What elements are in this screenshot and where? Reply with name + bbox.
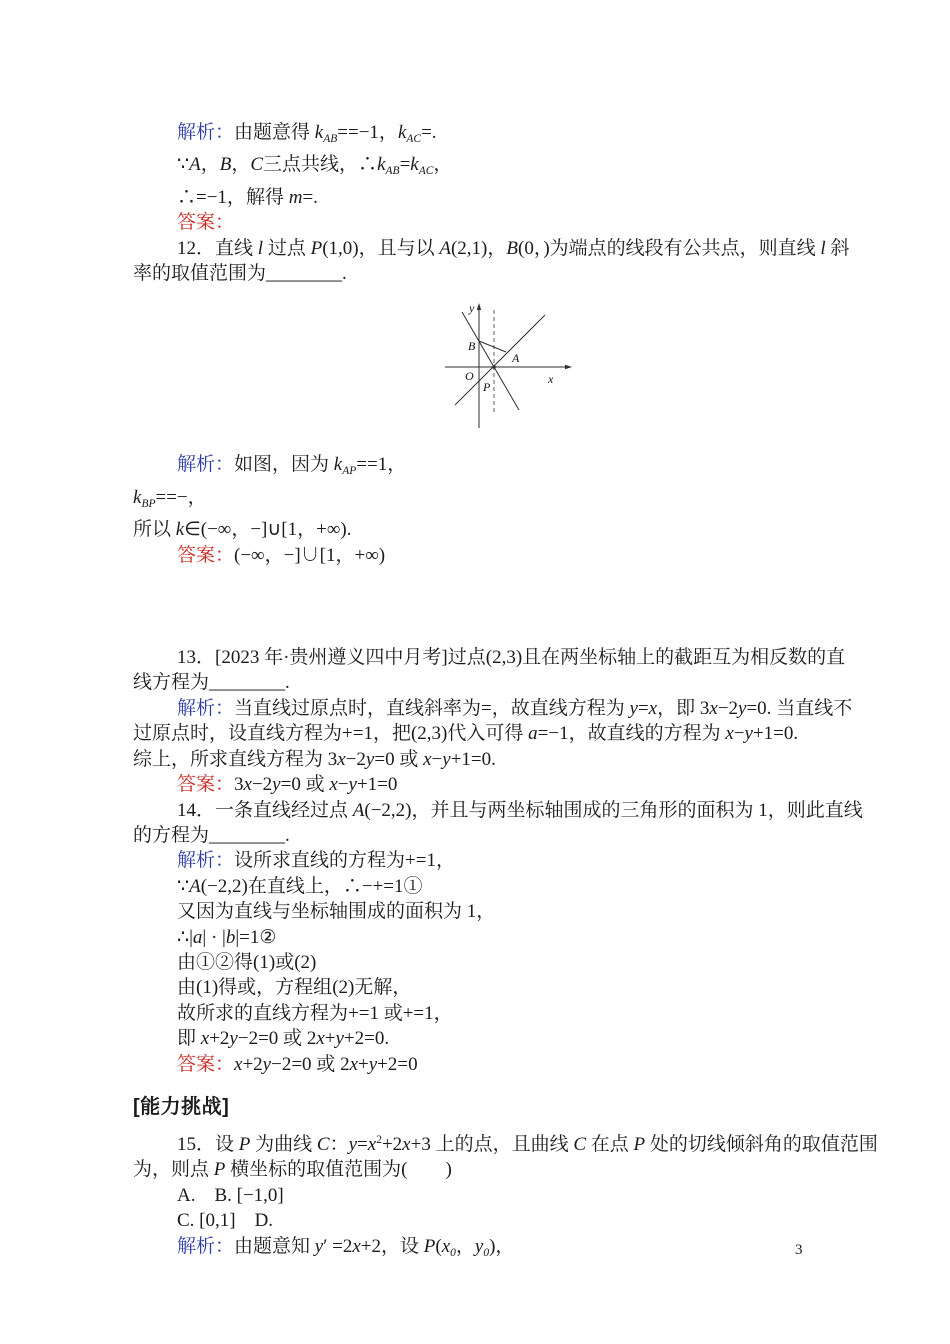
solutions-12-to-14 (133, 452, 863, 1077)
text-run: 或 (378, 1002, 403, 1024)
text-run: (−2,2) (364, 799, 412, 821)
text-run: 无解， (354, 977, 412, 999)
coordinate-diagram (422, 300, 582, 430)
doc-line (133, 210, 823, 235)
doc-line (133, 1183, 823, 1208)
math-variable: x (316, 1028, 325, 1050)
text-run: 由 (177, 951, 197, 973)
problem-15-block (133, 1128, 878, 1266)
doc-line (133, 1026, 823, 1051)
document-content (133, 120, 878, 1266)
text-run: ， (476, 901, 496, 923)
math-variable: x (352, 1235, 361, 1257)
text-run: ________. (266, 263, 347, 285)
text-run: 14． (177, 799, 216, 821)
text-run: ′ =2 (323, 1235, 353, 1257)
math-variable: A (189, 154, 201, 176)
text-run: 直线 (215, 237, 258, 259)
math-variable: B (219, 154, 232, 176)
text-run: 处的切线倾斜角的取值范围 (645, 1133, 878, 1155)
math-variable: x (709, 697, 718, 719)
text-run: = (357, 1133, 368, 1155)
math-variable: y (368, 1053, 378, 1075)
doc-line (133, 823, 823, 848)
text-run: 斜 (825, 237, 850, 259)
math-variable: x (367, 1133, 377, 1155)
text-run: ( ) (401, 1159, 452, 1181)
math-variable: k (397, 122, 407, 143)
text-run: 过原点时，设直线方程为 (133, 723, 343, 745)
text-run: − (337, 774, 349, 796)
segment-b-a (479, 341, 506, 352)
doc-line (133, 1052, 823, 1077)
text-run: 为端点的线段有公共点，则直线 (549, 237, 821, 259)
text-run: +2 (209, 1028, 230, 1050)
text-run: 1 (758, 799, 768, 821)
text-run: 或 (283, 1028, 307, 1050)
text-run: (−∞，−]∪[1，+∞) (234, 544, 386, 566)
math-variable: a (192, 926, 203, 948)
text-run: (2) (332, 977, 355, 999)
math-variable: x (200, 1028, 210, 1050)
solution-block-11-and-problem-12 (133, 120, 850, 286)
math-variable: P (423, 1235, 436, 1257)
math-variable: y (629, 697, 638, 719)
text-run: − (733, 723, 745, 745)
text-run: 如图，因为 (234, 454, 334, 476)
text-run: ， (487, 237, 507, 259)
text-run: ] (441, 647, 448, 669)
text-run: 12． (177, 237, 216, 259)
math-variable: x (402, 1133, 411, 1155)
text-run: ， (433, 154, 453, 176)
text-run: =0 (280, 774, 306, 796)
text-run: ，并且与两坐标轴围成的三角形的面积为 (411, 799, 759, 821)
answer-label: 答案： (177, 544, 235, 566)
text-run: 或 (305, 774, 330, 796)
text-run: ，设 (381, 1235, 424, 1257)
doc-line (133, 747, 823, 772)
text-run: ，即 (657, 697, 700, 719)
math-variable: k (410, 154, 419, 176)
text-run: −2 (251, 774, 273, 796)
text-run: =. (421, 122, 437, 143)
text-run: = (399, 154, 411, 176)
text-run: (2) (294, 951, 317, 973)
text-run: 13．[2023 (177, 647, 265, 669)
math-variable: C (573, 1133, 587, 1155)
text-run: − (431, 748, 443, 770)
math-variable: y (262, 1053, 272, 1075)
doc-line (133, 261, 823, 286)
math-variable: y (314, 1235, 324, 1257)
math-variable: l (820, 237, 826, 259)
text-run: A. B. [−1,0] (177, 1184, 284, 1206)
text-run: ∵ (177, 875, 190, 897)
section-heading-ability-challenge: [能力挑战] (133, 1095, 230, 1118)
text-run: 又因为直线与坐标轴围成的面积为 (177, 901, 467, 923)
point-p-dot (492, 366, 495, 369)
math-variable: y (442, 748, 451, 770)
text-run: (1) (253, 951, 276, 973)
text-run: ∴=−1， (177, 186, 246, 208)
text-run: 代入可得 (447, 723, 529, 745)
text-run: ∴ (358, 154, 378, 176)
text-run: 3 (699, 697, 710, 719)
text-run: |=1② (235, 926, 277, 948)
text-run: = (481, 697, 492, 719)
doc-line (133, 1157, 823, 1182)
point-b-label: B (468, 339, 476, 354)
line-through-p-and-a (455, 315, 545, 405)
math-subscript: AP (342, 465, 357, 478)
math-variable: k (333, 454, 343, 476)
text-run: 上的点，且曲线 (430, 1133, 574, 1155)
math-variable: l (257, 237, 264, 259)
text-run: ， (231, 154, 251, 176)
doc-line (133, 1001, 823, 1026)
math-variable: x (329, 774, 338, 796)
text-run: +=1 (405, 850, 436, 872)
text-run: = (637, 697, 649, 719)
text-run: ，故直线的方程为 (568, 723, 726, 745)
text-run: ∴−+=1① (342, 875, 423, 897)
text-run: −2 (717, 697, 739, 719)
text-run: 当直线不 (771, 697, 853, 719)
line-through-b-and-p (462, 312, 519, 410)
text-run: 三点共线， (263, 154, 359, 176)
text-run: +2 (360, 1235, 381, 1257)
text-run: ， (200, 154, 220, 176)
doc-line (133, 721, 823, 746)
doc-line (133, 1234, 823, 1266)
point-p-label: P (483, 380, 491, 395)
text-run: +=1 (348, 1002, 379, 1024)
math-subscript: 0 (450, 1246, 456, 1259)
math-variable: m (288, 186, 303, 208)
text-run: +1=0. (450, 748, 496, 770)
text-run: ________. (209, 672, 290, 694)
math-subscript: BP (141, 497, 156, 510)
analysis-label: 解析： (177, 122, 235, 143)
x-axis-label: x (548, 372, 554, 387)
text-run: =−1 (537, 723, 569, 745)
text-run: 即 (177, 1028, 201, 1050)
math-variable: P (633, 1133, 646, 1155)
math-variable: A (352, 799, 365, 821)
doc-line (133, 975, 823, 1000)
text-run: ∵ (177, 154, 190, 176)
text-run: ( (435, 1235, 442, 1257)
doc-line (133, 899, 823, 924)
text-run: (2,1) (450, 237, 488, 259)
math-variable: x (441, 1235, 451, 1257)
doc-line (133, 185, 823, 210)
text-run: 由题意知 (234, 1235, 315, 1257)
math-subscript: AB (385, 165, 400, 178)
text-run: (1,0) (322, 237, 359, 259)
text-run: | · | (202, 926, 226, 948)
text-run: (2,3) (485, 647, 523, 669)
math-variable: y (348, 774, 357, 796)
math-variable: C (250, 154, 264, 176)
doc-line (133, 874, 823, 899)
doc-line (133, 696, 853, 721)
text-run: −2 (345, 748, 366, 770)
text-run: 为曲线 (250, 1133, 317, 1155)
text-run: 或 (275, 951, 295, 973)
math-variable: y (335, 1028, 344, 1050)
text-run: =0 (374, 748, 400, 770)
math-variable: k (314, 122, 324, 143)
doc-line (133, 950, 823, 975)
text-run: +2=0 (377, 1053, 418, 1075)
math-variable: P (238, 1133, 251, 1155)
math-superscript: 2 (376, 1133, 382, 1146)
math-variable: y (365, 748, 375, 770)
text-run: 得 (234, 951, 254, 973)
answer-label: 答案： (177, 212, 235, 234)
text-run: 所以 (133, 519, 176, 541)
text-run: ： (329, 1133, 349, 1155)
text-run: +2 (381, 1133, 403, 1155)
y-axis-label: y (469, 301, 475, 316)
text-run: C. [0,1] D. (177, 1210, 274, 1232)
doc-line (133, 543, 823, 568)
text-run: ①② (196, 951, 235, 973)
math-variable: B (506, 237, 518, 259)
text-run: 的方程为 (133, 824, 210, 846)
text-run: ==1， (356, 454, 407, 476)
text-run: 或 (399, 748, 424, 770)
text-run: 3 (327, 748, 338, 770)
math-variable: x (349, 1053, 358, 1075)
text-run: 率的取值范围为 (133, 263, 267, 285)
math-variable: y (744, 723, 753, 745)
text-run: 15． (177, 1133, 216, 1155)
math-variable: k (377, 154, 386, 176)
y-axis-arrow-icon (477, 303, 481, 310)
doc-line (133, 772, 823, 797)
text-run: 2 (306, 1028, 317, 1050)
math-subscript: AC (406, 133, 422, 145)
math-variable: x (423, 748, 432, 770)
math-variable: y (474, 1235, 484, 1257)
math-variable: A (189, 875, 201, 897)
text-run: 过点 (447, 647, 486, 669)
text-run: ，故直线方程为 (491, 697, 630, 719)
text-run: 由 (177, 977, 197, 999)
text-run: 在直线上， (247, 875, 343, 897)
math-variable: y (738, 697, 747, 719)
text-run: ∴| (177, 926, 193, 948)
math-variable: a (528, 723, 538, 745)
doc-line (133, 517, 823, 542)
doc-line (133, 485, 823, 517)
text-run: ，且与以 (358, 237, 440, 259)
math-variable: y (348, 1133, 358, 1155)
text-run: ， (435, 850, 455, 872)
text-run: ________. (209, 824, 290, 846)
text-run: 为，则点 (133, 1159, 214, 1181)
math-variable: A (439, 237, 451, 259)
text-run: ， (433, 1002, 453, 1024)
math-variable: k (133, 486, 142, 508)
doc-line (133, 452, 823, 484)
text-run: =0. (746, 697, 772, 719)
text-run: 2 (340, 1053, 350, 1075)
text-run: 在点 (586, 1133, 634, 1155)
math-variable: x (648, 697, 658, 719)
math-variable: P (310, 237, 323, 259)
text-run: ==−， (155, 486, 207, 508)
doc-line (133, 120, 823, 152)
text-run: 综上，所求直线方程为 (133, 748, 328, 770)
text-run: 一条直线经过点 (215, 799, 353, 821)
text-run: 1 (466, 901, 477, 923)
text-run: +1=0. (752, 723, 799, 745)
math-variable: x (234, 1053, 243, 1075)
answer-label: 答案： (177, 774, 235, 796)
text-run: +3 (410, 1133, 431, 1155)
analysis-label: 解析： (177, 697, 235, 719)
math-variable: x (243, 774, 252, 796)
text-run: (1) (196, 977, 219, 999)
math-variable: C (316, 1133, 330, 1155)
doc-line (133, 645, 846, 670)
text-run: 解得 (245, 186, 289, 208)
text-run: 设 (215, 1133, 239, 1155)
text-run: 设所求直线的方程为 (234, 850, 406, 872)
text-run: 由题意得 (234, 122, 315, 143)
text-run: 年·贵州遵义四中月考 (264, 647, 442, 669)
origin-label: O (465, 369, 474, 384)
analysis-label: 解析： (177, 850, 235, 872)
doc-line (133, 925, 823, 950)
text-run: (2,3) (410, 723, 448, 745)
text-run: +=1 (342, 723, 373, 745)
text-run: =. (302, 186, 318, 208)
math-subscript: AC (418, 165, 434, 178)
answer-label: 答案： (177, 1053, 235, 1075)
analysis-label: 解析： (177, 1235, 235, 1257)
text-run: 故所求的直线方程为 (177, 1002, 349, 1024)
text-run: 3 (234, 774, 244, 796)
text-run: 或 (316, 1053, 341, 1075)
text-run: 且在两坐标轴上的截距互为相反数的直 (522, 647, 846, 669)
math-variable: k (175, 519, 185, 541)
doc-line (133, 1208, 823, 1233)
math-variable: b (225, 926, 236, 948)
text-run: )， (489, 1235, 515, 1257)
analysis-label: 解析： (177, 454, 235, 476)
text-run: + (358, 1053, 369, 1075)
text-run: 线方程为 (133, 672, 210, 694)
text-run: ，把 (372, 723, 411, 745)
text-run: ∈(−∞，−]∪[1，+∞). (184, 519, 352, 541)
math-subscript: AB (323, 133, 338, 145)
doc-line (133, 1128, 878, 1157)
text-run: 得或，方程组 (218, 977, 333, 999)
figure-problem-12 (422, 300, 582, 430)
math-variable: y (229, 1028, 238, 1050)
text-run: +=1 (402, 1002, 434, 1024)
doc-line (133, 670, 823, 695)
doc-line (133, 798, 863, 823)
text-run: +2 (242, 1053, 263, 1075)
text-run: 过点 (263, 237, 311, 259)
doc-line (133, 236, 850, 261)
text-run: ，则此直线 (767, 799, 863, 821)
text-run: +1=0 (356, 774, 398, 796)
doc-line (133, 152, 823, 184)
text-run: +2=0. (343, 1028, 390, 1050)
math-subscript: 0 (483, 1246, 490, 1259)
math-variable: P (213, 1159, 226, 1181)
math-variable: x (337, 748, 346, 770)
text-run: (0，) (518, 237, 550, 259)
text-run: 当直线过原点时，直线斜率为 (234, 697, 482, 719)
math-variable: x (725, 723, 734, 745)
text-run: + (324, 1028, 336, 1050)
math-variable: y (272, 774, 281, 796)
x-axis-arrow-icon (565, 365, 572, 369)
text-run: −2=0 (237, 1028, 284, 1050)
point-a-label: A (512, 351, 520, 366)
text-run: −2=0 (271, 1053, 317, 1075)
text-run: 横坐标的取值范围为 (225, 1159, 402, 1181)
text-run: ， (455, 1235, 475, 1257)
doc-line (133, 848, 823, 873)
page-number: 3 (795, 1242, 803, 1258)
text-run: (−2,2) (200, 875, 248, 897)
text-run: ==−1， (337, 122, 398, 143)
